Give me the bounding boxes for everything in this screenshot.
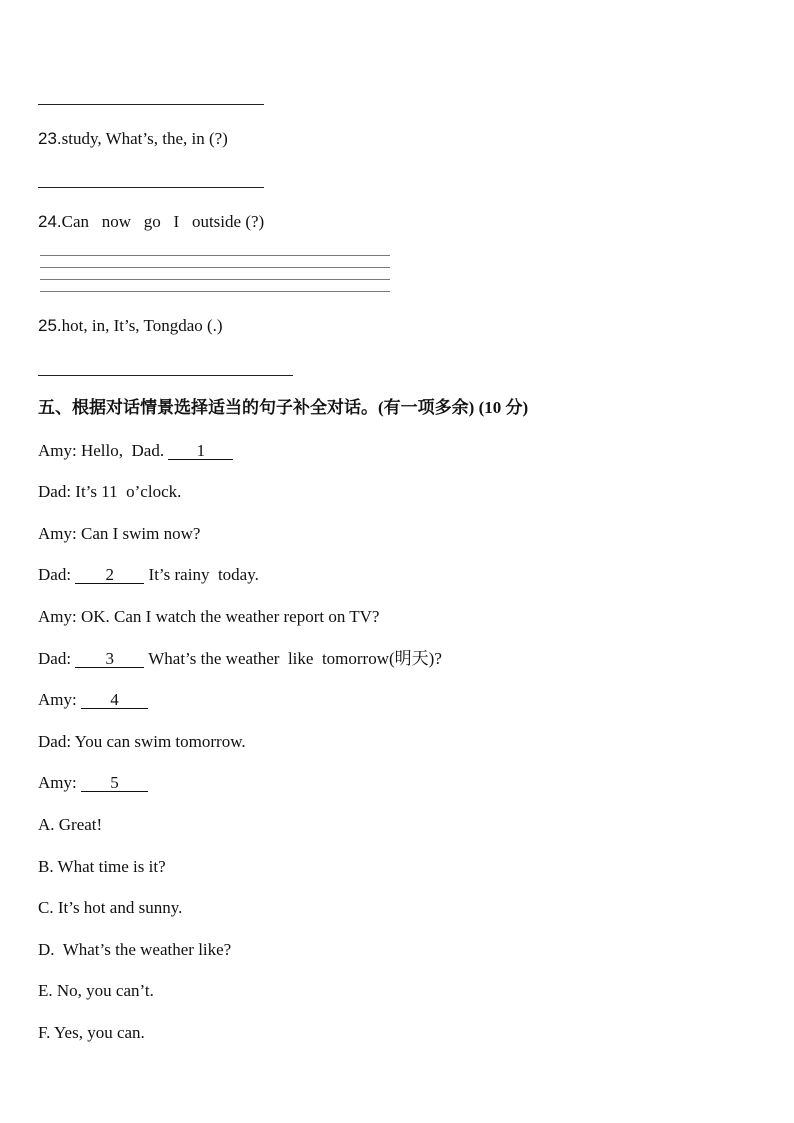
answer-line-23[interactable] [38,187,264,188]
speaker: Amy: [38,441,77,460]
dialogue-line-1 [38,441,233,461]
dialogue-text: Hello, Dad. [80,441,169,460]
question-24 [38,212,264,232]
answer-blank-2[interactable]: 2 [75,566,144,584]
answer-blank-5[interactable]: 5 [81,774,148,792]
dialogue-text: It’s 11 o’clock. [75,482,182,501]
dialogue-line-3 [38,524,200,544]
answer-line-25[interactable] [38,375,293,376]
question-23 [38,129,228,149]
question-24-text: Can now go I outside (?) [61,212,265,231]
dialogue-text: Can I swim now? [80,524,201,543]
answer-line-22[interactable] [38,104,264,105]
option-c: C. It’s hot and sunny. [38,898,183,917]
question-25 [38,316,223,336]
option-e: E. No, you can’t. [38,981,154,1000]
dialogue-line-6 [38,649,442,669]
answer-blank-3[interactable]: 3 [75,650,144,668]
speaker: Dad: [38,732,72,751]
speaker: Amy: [38,524,77,543]
grid-line-3 [40,279,390,280]
section-heading: 五、根据对话情景选择适当的句子补全对话。(有一项多余) (10 分) [38,398,529,417]
dialogue-text: OK. Can I watch the weather report on TV? [80,607,380,626]
option-f: F. Yes, you can. [38,1023,145,1042]
dialogue-line-2 [38,482,181,502]
dialogue-text: You can swim tomorrow. [74,732,246,751]
dialogue-line-7 [38,690,148,710]
speaker: Dad: [38,482,72,501]
grid-line-4 [40,291,390,292]
speaker: Dad: [38,649,72,668]
speaker: Dad: [38,565,72,584]
option-b: B. What time is it? [38,857,166,876]
dialogue-line-8 [38,732,246,752]
dialogue-line-5 [38,607,379,627]
option-a: A. Great! [38,815,103,834]
question-25-number: 25. [38,316,62,335]
speaker: Amy: [38,773,77,792]
dialogue-line-4 [38,565,259,585]
question-24-number: 24. [38,212,62,231]
grid-line-1 [40,255,390,256]
dialogue-text: It’s rainy today. [144,565,259,584]
speaker: Amy: [38,607,77,626]
question-23-number: 23. [38,129,62,148]
question-25-text: hot, in, It’s, Tongdao (.) [61,316,223,335]
answer-blank-4[interactable]: 4 [81,691,148,709]
speaker: Amy: [38,690,77,709]
question-23-text: study, What’s, the, in (?) [61,129,228,148]
dialogue-text: What’s the weather like tomorrow(明天)? [144,649,442,668]
grid-line-2 [40,267,390,268]
option-d: D. What’s the weather like? [38,940,232,959]
dialogue-line-9 [38,773,148,793]
answer-blank-1[interactable]: 1 [168,442,233,460]
